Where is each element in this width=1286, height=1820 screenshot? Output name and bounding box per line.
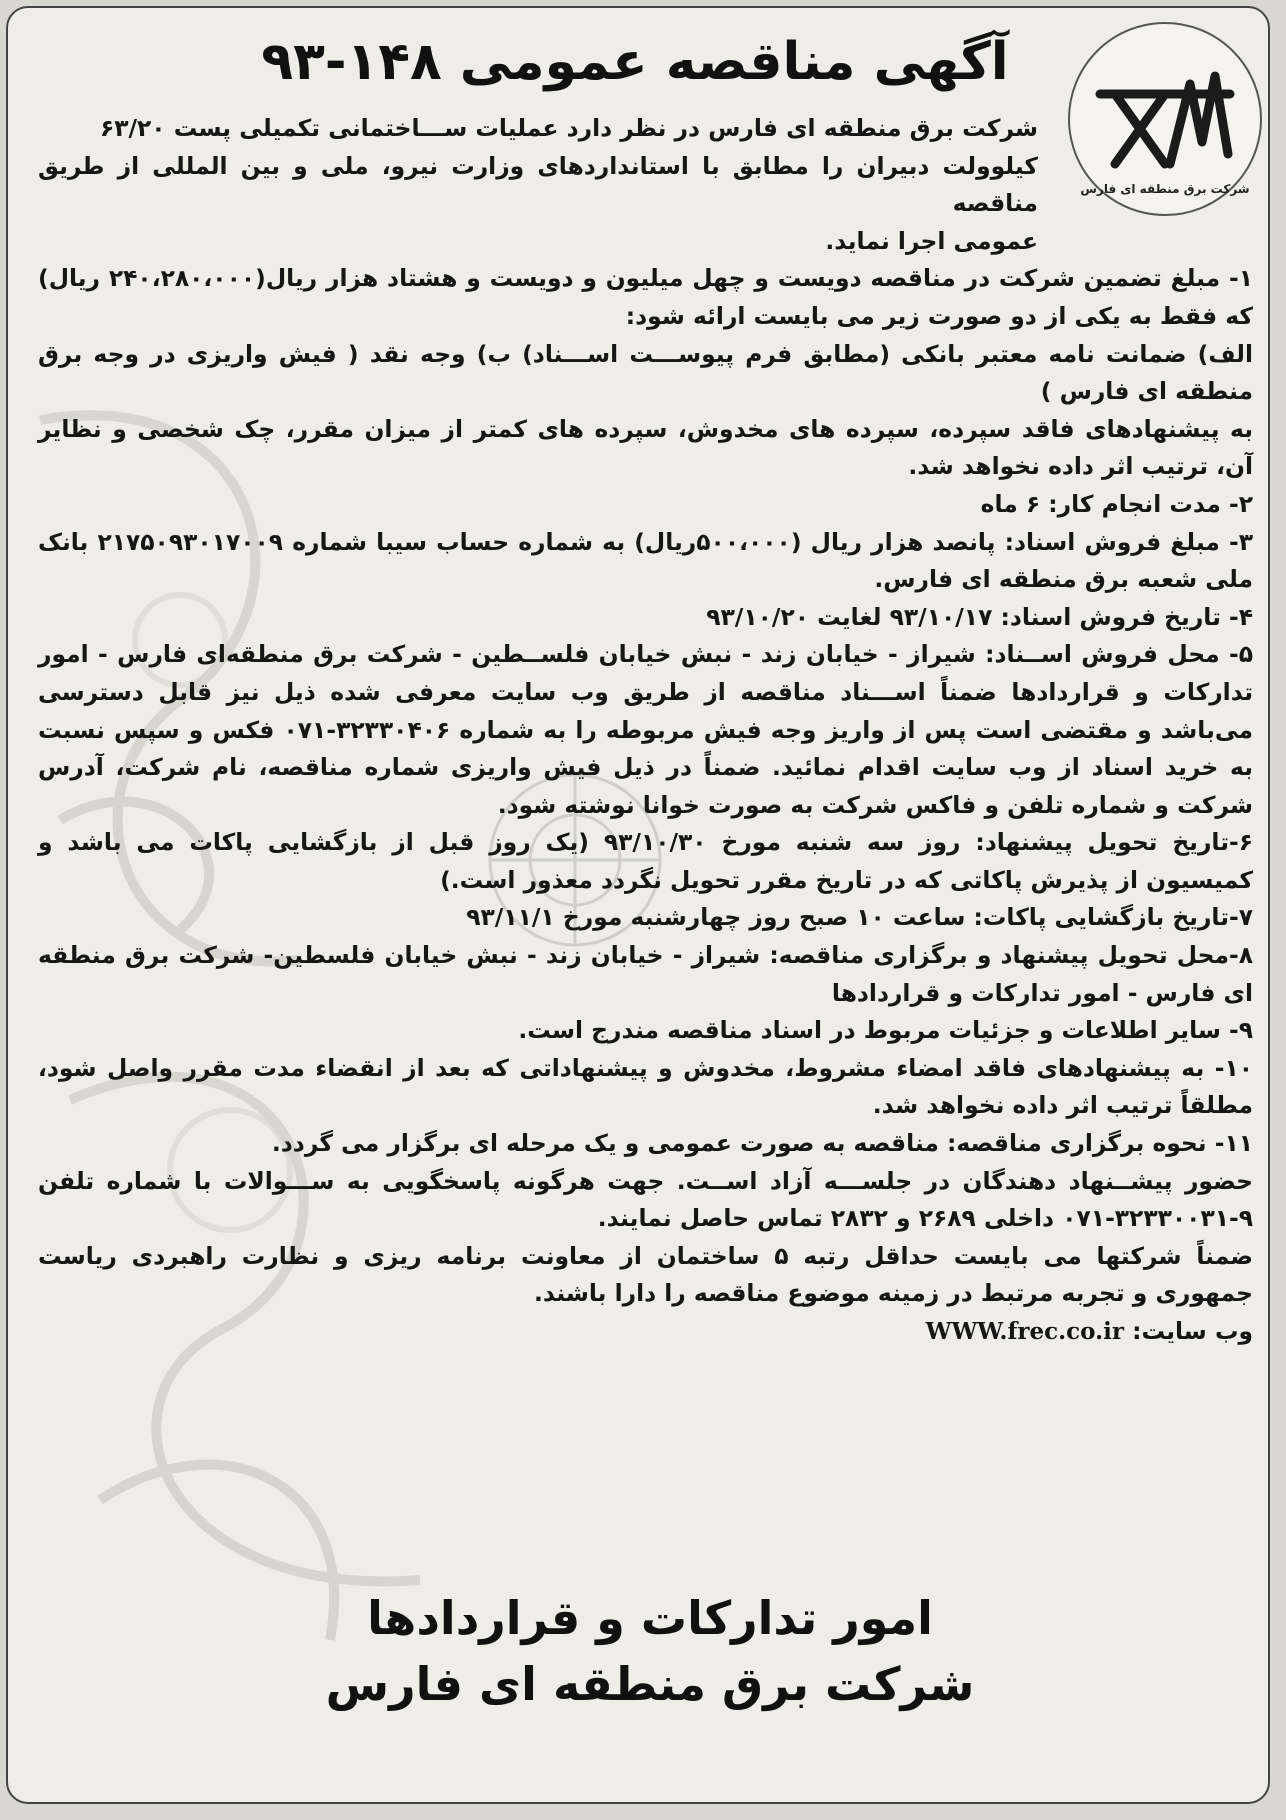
- logo-caption: شرکت برق منطقه ای فارس: [1080, 182, 1250, 196]
- notice-title: آگهی مناقصه عمومی ۱۴۸-۹۳: [261, 32, 1009, 92]
- intro-line: شرکت برق منطقه ای فارس در نظر دارد عملیات ســـاختمانی تکمیلی پست ۶۳/۲۰: [99, 114, 1038, 142]
- notice-item: حضور پیشــنهاد دهندگان در جلســـه آزاد اســت. جهت هرگونه پاسخگویی به ســـوالات با شماره تلفن ۹-۳۲۳۳۰۰۳۱-۰۷۱ داخلی ۲۶۸۹ و ۲۸۳۲ تماس حاصل نمایند.: [38, 1166, 1253, 1233]
- notice-item: ۸-محل تحویل پیشنهاد و برگزاری مناقصه: شیراز - خیابان زند - نبش خیابان فلسطین- شرکت برق منطقه ای فارس - امور تدارکات و قراردادها: [38, 941, 1253, 1007]
- notice-item: به پیشنهادهای فاقد سپرده، سپرده های مخدوش، سپرده های کمتر از میزان مقرر، چک شخصی و نظایر آن، ترتیب اثر داده نخواهد شد.: [38, 414, 1253, 481]
- intro-line: کیلوولت دبیران را مطابق با استانداردهای وزارت نیرو، ملی و بین المللی از طریق مناقصه: [38, 151, 1038, 218]
- notice-item: الف) ضمانت نامه معتبر بانکی (مطابق فرم پیوســـت اســـناد) ب) وجه نقد ( فیش واریزی در وجه برق منطقه ای فارس ): [38, 339, 1253, 406]
- notice-item: ۳- مبلغ فروش اسناد: پانصد هزار ریال (۵۰۰،۰۰۰ریال) به شماره حساب سیبا شماره ۲۱۷۵۰۹۳۰۱۷۰۰۹ بانک ملی شعبه برق منطقه ای فارس.: [38, 527, 1253, 594]
- notice-item: ۹- سایر اطلاعات و جزئیات مربوط در اسناد مناقصه مندرج است.: [518, 1016, 1253, 1045]
- notice-item: ۶-تاریخ تحویل پیشنهاد: روز سه شنبه مورخ ۹۳/۱۰/۳۰ (یک روز قبل از بازگشایی پاکات می باشد و کمیسیون از پذیرش پاکاتی که در تاریخ مقرر تحویل نگردد معذور است.): [38, 828, 1253, 894]
- website-label: وب سایت:: [1123, 1317, 1253, 1345]
- signature-company: شرکت برق منطقه ای فارس: [325, 1657, 975, 1711]
- notice-body: [38, 110, 1253, 1351]
- notice-signature: [300, 1585, 1000, 1717]
- notice-item: ۲- مدت انجام کار: ۶ ماه: [980, 489, 1253, 518]
- intro-line: عمومی اجرا نماید.: [825, 226, 1038, 255]
- notice-item: ۴- تاریخ فروش اسناد: ۹۳/۱۰/۱۷ لغایت ۹۳/۱۰/۲۰: [706, 602, 1253, 631]
- website-line: [38, 1313, 1253, 1351]
- notice-item: ۵- محل فروش اســناد: شیراز - خیابان زند - نبش خیابان فلســطین - شرکت برق منطقه‌ای فارس - امور تدارکات و قراردادها ضمناً اســـناد مناقصه از طریق وب سایت معرفی شده ذیل نیز قابل دسترسی می‌باشد و مقتضی است پس از واریز وجه فیش مربوطه را به شماره ۳۲۳۳۰۴۰۶-۰۷۱ فکس و سپس نسبت به خرید اسناد از وب سایت اقدام نمائید. ضمناً در ذیل فیش واریزی شماره مناقصه، نام شرکت، آدرس شرکت و شماره تلفن و فاکس شرکت به صورت خوانا نوشته شود.: [38, 640, 1253, 819]
- website-link[interactable]: WWW.frec.co.ir: [925, 1318, 1124, 1345]
- notice-item: ۱۰- به پیشنهادهای فاقد امضاء مشروط، مخدوش و پیشنهاداتی که بعد از انقضاء مدت مقرر واصل شود، مطلقاً ترتیب اثر داده نخواهد شد.: [38, 1053, 1253, 1120]
- notice-item: ۱۱- نحوه برگزاری مناقصه: مناقصه به صورت عمومی و یک مرحله ای برگزار می گردد.: [271, 1129, 1253, 1158]
- signature-department: امور تدارکات و قراردادها: [367, 1591, 933, 1645]
- notice-item: ضمناً شرکتها می بایست حداقل رتبه ۵ ساختمان از معاونت برنامه ریزی و نظارت راهبردی ریاست جمهوری و تجربه مرتبط در زمینه موضوع مناقصه را دارا باشند.: [38, 1241, 1253, 1308]
- notice-item: ۱- مبلغ تضمین شرکت در مناقصه دویست و چهل میلیون و دویست و هشتاد هزار ریال(۲۴۰،۲۸۰،۰۰۰ ریال) که فقط به یکی از دو صورت زیر می بایست ارائه شود:: [38, 264, 1253, 330]
- notice-item: ۷-تاریخ بازگشایی پاکات: ساعت ۱۰ صبح روز چهارشنبه مورخ ۹۳/۱۱/۱: [466, 903, 1253, 932]
